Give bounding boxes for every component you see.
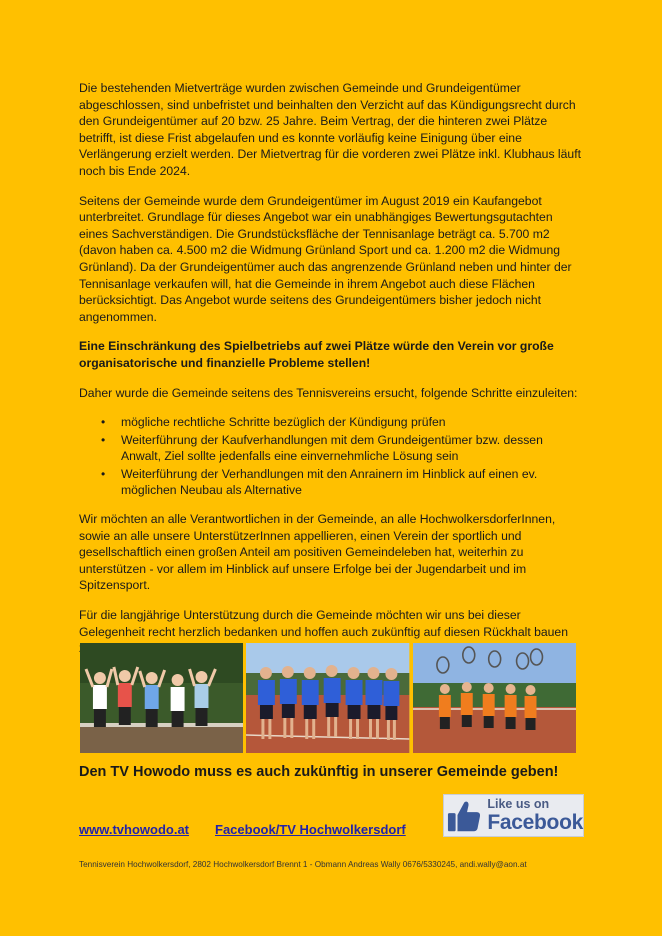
paragraph-appeal: Wir möchten an alle Verantwortlichen in der Gemeinde, an alle HochwolkersdorferInnen, sowie an alle unsere UnterstützerInnen appellieren, einen Verein der sportlich und gesellschaftlich einen großen Anteil am positiven Gemeindeleben hat, weiterhin zu unterstützen - vor allem im Hinblick auf unsere Erfolge bei der Jugendarbeit und im Spitzensport. (79, 512, 556, 593)
paragraph-request-intro: Daher wurde die Gemeinde seitens des Tennisvereins ersucht, folgende Schritte einzuleiten: (79, 385, 578, 400)
document-body (79, 80, 583, 670)
facebook-badge-line1: Like us on (487, 797, 550, 812)
photo-strip (80, 643, 576, 753)
thumbs-up-icon (447, 798, 481, 834)
facebook-like-badge[interactable] (443, 794, 584, 837)
steps-list (79, 414, 583, 499)
photo-team-blue (246, 643, 409, 753)
website-link[interactable]: www.tvhowodo.at (79, 822, 190, 837)
list-item: • Weiterführung der Kaufverhandlungen mit dem Grundeigentümer bzw. dessen Anwalt, Ziel sollte jedenfalls eine einvernehmliche Lösung sein (121, 432, 583, 465)
photo-kids-cheering (80, 643, 243, 753)
photo-kids-rackets (413, 643, 576, 753)
list-item: • mögliche rechtliche Schritte bezüglich der Kündigung prüfen (121, 414, 583, 431)
list-item: • Weiterführung der Verhandlungen mit den Anrainern im Hinblick auf einen ev. möglichen Neubau als Alternative (121, 466, 583, 499)
facebook-badge-line2: Facebook (487, 810, 583, 834)
paragraph-purchase-offer: Seitens der Gemeinde wurde dem Grundeigentümer im August 2019 ein Kaufangebot unterbreitet. Grundlage für dieses Angebot war ein unabhängiges Bewertungsgutachten eines Sachverständigen. Die Grundstücksfläche der Tennisanlage beträgt ca. 5.700 m2 (davon haben ca. 4.500 m2 die Widmung Grünland Sport und ca. 1.200 m2 die Widmung Grünland). Da der Grundeigentümer auch das angrenzende Grünland neben und hinter der Tennisanlage verkaufen will, hat die Gemeinde in ihrem Angebot auch diese Flächen berücksichtigt. Das Angebot wurde seitens des Grundeigentümers bisher jedoch nicht angenommen. (79, 193, 572, 324)
paragraph-warning: Eine Einschränkung des Spielbetriebs auf zwei Plätze würde den Verein vor große organisatorische und finanzielle Probleme stellen! (79, 339, 554, 370)
slogan-heading: Den TV Howodo muss es auch zukünftig in unserer Gemeinde geben! (79, 764, 559, 780)
footer-contact: Tennisverein Hochwolkersdorf, 2802 Hochwolkersdorf Brennt 1 - Obmann Andreas Wally 0676/5330245, andi.wally@aon.at (79, 860, 527, 869)
link-row (79, 822, 406, 837)
facebook-link[interactable]: Facebook/TV Hochwolkersdorf (215, 822, 406, 837)
paragraph-lease-contracts: Die bestehenden Mietverträge wurden zwischen Gemeinde und Grundeigentümer abgeschlossen, sind unbefristet und beinhalten den Verzicht auf das Kündigungsrecht durch den Grundeigentümer auf 20 bzw. 25 Jahre. Beim Vertrag, der die hinteren zwei Plätze betrifft, ist diese Frist abgelaufen und es konnte vorläufig keine Einigung über eine Verlängerung erzielt werden. Der Mietvertrag für die vorderen zwei Plätze inkl. Klubhaus läuft noch bis Ende 2024. (79, 81, 581, 178)
paragraph-thanks: Für die langjährige Unterstützung durch die Gemeinde möchten wir uns bei dieser Gelegenheit recht herzlich bedanken und hoffen auch zukünftig auf diesen Rückhalt bauen (79, 608, 568, 639)
